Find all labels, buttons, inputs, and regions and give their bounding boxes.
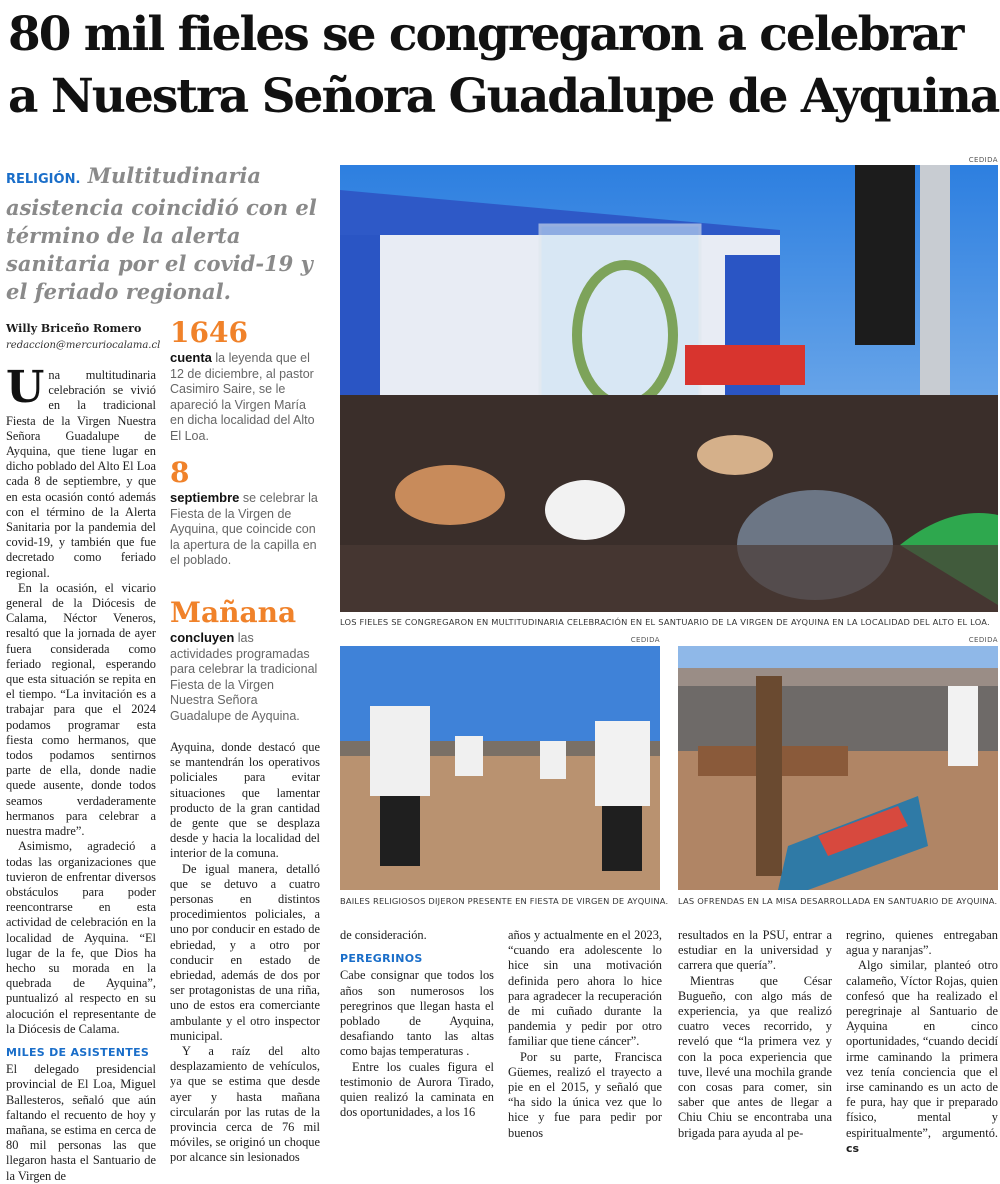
fact-number: Mañana [170, 596, 297, 629]
photo-credit: CEDIDA [968, 636, 998, 644]
end-mark: cs [846, 1141, 860, 1155]
subhead-peregrinos: PEREGRINOS [340, 952, 423, 966]
body-column-4 [508, 928, 662, 1141]
body-column-5 [678, 928, 832, 1141]
offerings-photo [678, 646, 998, 890]
dancers-photo-caption: BAILES RELIGIOSOS DIJERON PRESENTE EN FIESTA DE VIRGEN DE AYQUINA. [340, 896, 669, 906]
fact-text: septiembre se celebrar la Fiesta de la Virgen de Ayquina, que coincide con la apertura de la capilla en el poblado. [170, 490, 318, 567]
body-paragraph: Asimismo, agradeció a todas las organizaciones que tuvieron de enfrentar diversos obstáculos para poder reencontrarse en esta actividad de celebración en la localidad de Ayquina. “El lugar de la fe, que Dios ha hecho su morada en la quebrada de Ayquina”, puntualizó al respecto en su alocución el representante de la Diócesis de Calama. [6, 839, 156, 1036]
drop-cap: U [6, 362, 45, 413]
headline-line-1: 80 mil fieles se congregaron a celebrar [8, 7, 963, 62]
body-paragraph: de consideración. [340, 928, 427, 942]
body-paragraph: En la ocasión, el vicario general de la Diócesis de Calama, Néctor Veneros, resaltó que la jornada de ayer fuera considerada como feriado regional, esperando que esta situación se repita en el tiempo. “La invitación es a trabajar para que el 2024 podamos programar esta fiesta como hermanos, que todos podamos sentirnos parte de ella, donde nadie quede ausente, donde todos seamos verdaderamente hermanos para celebrar a nuestra madre”. [6, 580, 156, 839]
body-column-1 [6, 362, 156, 1184]
dancers-photo-image [340, 646, 660, 890]
photo-credit: CEDIDA [630, 636, 660, 644]
offerings-photo-caption: LAS OFRENDAS EN LA MISA DESARROLLADA EN SANTUARIO DE AYQUINA. [678, 896, 998, 906]
main-photo-image [340, 165, 998, 612]
fact-text: cuenta la leyenda que el 12 de diciembre, al pastor Casimiro Saire, se le apareció la Virgen María en dicha localidad del Alto El Loa. [170, 350, 315, 443]
deck-kicker: RELIGIÓN. [6, 172, 81, 187]
byline-author: Willy Briceño Romero [6, 322, 142, 335]
body-paragraph: Una multitudinaria celebración se vivió en la tradicional Fiesta de la Virgen Nuestra Señora Guadalupe de Ayquina, que tiene lugar en dicho poblado del Alto El Loa cada 8 de septiembre, y que en esta ocasión contó además con el término de la Alerta Sanitaria por la pandemia del covid-19, y también que fue decretado como feriado regional. [6, 362, 156, 580]
subhead-miles-de-asistentes: MILES DE ASISTENTES [6, 1045, 150, 1059]
main-photo [340, 165, 998, 612]
main-photo-caption: LOS FIELES SE CONGREGARON EN MULTITUDINARIA CELEBRACIÓN EN EL SANTUARIO DE LA VIRGEN DE AYQUINA EN LA LOCALIDAD DEL ALTO EL LOA. [340, 617, 990, 627]
body-column-3 [340, 928, 494, 1120]
deck [6, 162, 324, 306]
deck-text: Multitudinaria asistencia coincidió con el término de la alerta sanitaria por el covid-19 y el feriado regional. [6, 163, 317, 304]
photo-credit: CEDIDA [968, 156, 998, 164]
body-paragraph: De igual manera, detalló que se detuvo a cuatro personas en distintos procedimientos policiales, a uno por conducir en estado de ebriedad, y a otro por conducir en estado de ebriedad, además de dos por ser protagonistas de una riña, uno de estos era comerciante ambulante y el otro inspector municipal. [170, 861, 320, 1043]
body-paragraph: Ayquina, donde destacó que se mantendrán los operativos policiales para evitar situaciones que lamentar producto de la gran cantidad de gente que se desplaza desde y hacia la localidad del interior de la comuna. [170, 740, 320, 861]
fact-text: concluyen las actividades programadas para celebrar la tradicional Fiesta de la Virgen Nuestra Señora Guadalupe de Ayquina. [170, 630, 318, 723]
headline-line-2: a Nuestra Señora Guadalupe de Ayquina [8, 69, 999, 124]
fact-number: 8 [170, 456, 190, 489]
fact-number: 1646 [170, 316, 248, 349]
dancers-photo [340, 646, 660, 890]
body-paragraph: Cabe consignar que todos los años son numerosos los peregrinos que llegan hasta el poblado de Ayquina, desafiando tanto las altas como bajas temperaturas . [340, 968, 494, 1059]
body-paragraph: años y actualmente en el 2023, “cuando era adolescente lo hice sin una motivación definida pero ahora lo hice para agradecer la recuperación de mi cuñado durante la pandemia y pedir por otro familiar que tiene cáncer”. [508, 928, 662, 1049]
fact-box-3 [170, 596, 318, 724]
body-paragraph: El delegado presidencial provincial de El Loa, Miguel Ballesteros, señaló que aún faltando el recuento de hoy y mañana, se estima en cerca de 80 mil personas las que llegaron hasta el Santuario de la Virgen de [6, 1062, 156, 1183]
headline [8, 4, 998, 128]
body-paragraph: Y a raíz del alto desplazamiento de vehículos, ya que se estima que desde ayer y hasta mañana circularán por las rutas de la provincia cerca de 76 mil móviles, se originó un choque por alcance sin lesionados [170, 1044, 320, 1165]
body-paragraph: Por su parte, Francisca Güemes, realizó el trayecto a pie en el 2015, y señaló que “ha sido la única vez que lo hice y fue para pedir por buenos [508, 1049, 662, 1140]
fact-box-2 [170, 456, 318, 569]
body-paragraph: Mientras que César Bugueño, con algo más de experiencia, ya que realizó cuatro veces recorrido, y reveló que “la primera vez y con la poca experiencia que tuve, llevé una mochila grande con cosas para comer, sin saber que antes de llegar a Chiu Chiu se encontraba una brigada para ayuda al pe- [678, 973, 832, 1140]
body-paragraph: Algo similar, planteó otro calameño, Víctor Rojas, quien confesó que ha realizado el peregrinaje al Santuario de Ayquina en cinco oportunidades, “cuando decidí irme caminando la primera vez tenía conciencia que el irse caminando es un acto de fe pura, hay que ir preparado físico, mental y espiritualmente”, argumentó. cs [846, 958, 998, 1155]
body-paragraph: Entre los cuales figura el testimonio de Aurora Tirado, quien realizó la caminata en dos oportunidades, a los 16 [340, 1059, 494, 1120]
body-column-6 [846, 928, 998, 1156]
body-paragraph: resultados en la PSU, entrar a estudiar en la universidad y carrera que quería”. [678, 928, 832, 973]
fact-box-1 [170, 316, 318, 444]
body-column-2 [170, 740, 320, 1166]
body-paragraph: regrino, quienes entregaban agua y naranjas”. [846, 928, 998, 958]
offerings-photo-image [678, 646, 998, 890]
byline-email: redaccion@mercuriocalama.cl [6, 340, 161, 351]
